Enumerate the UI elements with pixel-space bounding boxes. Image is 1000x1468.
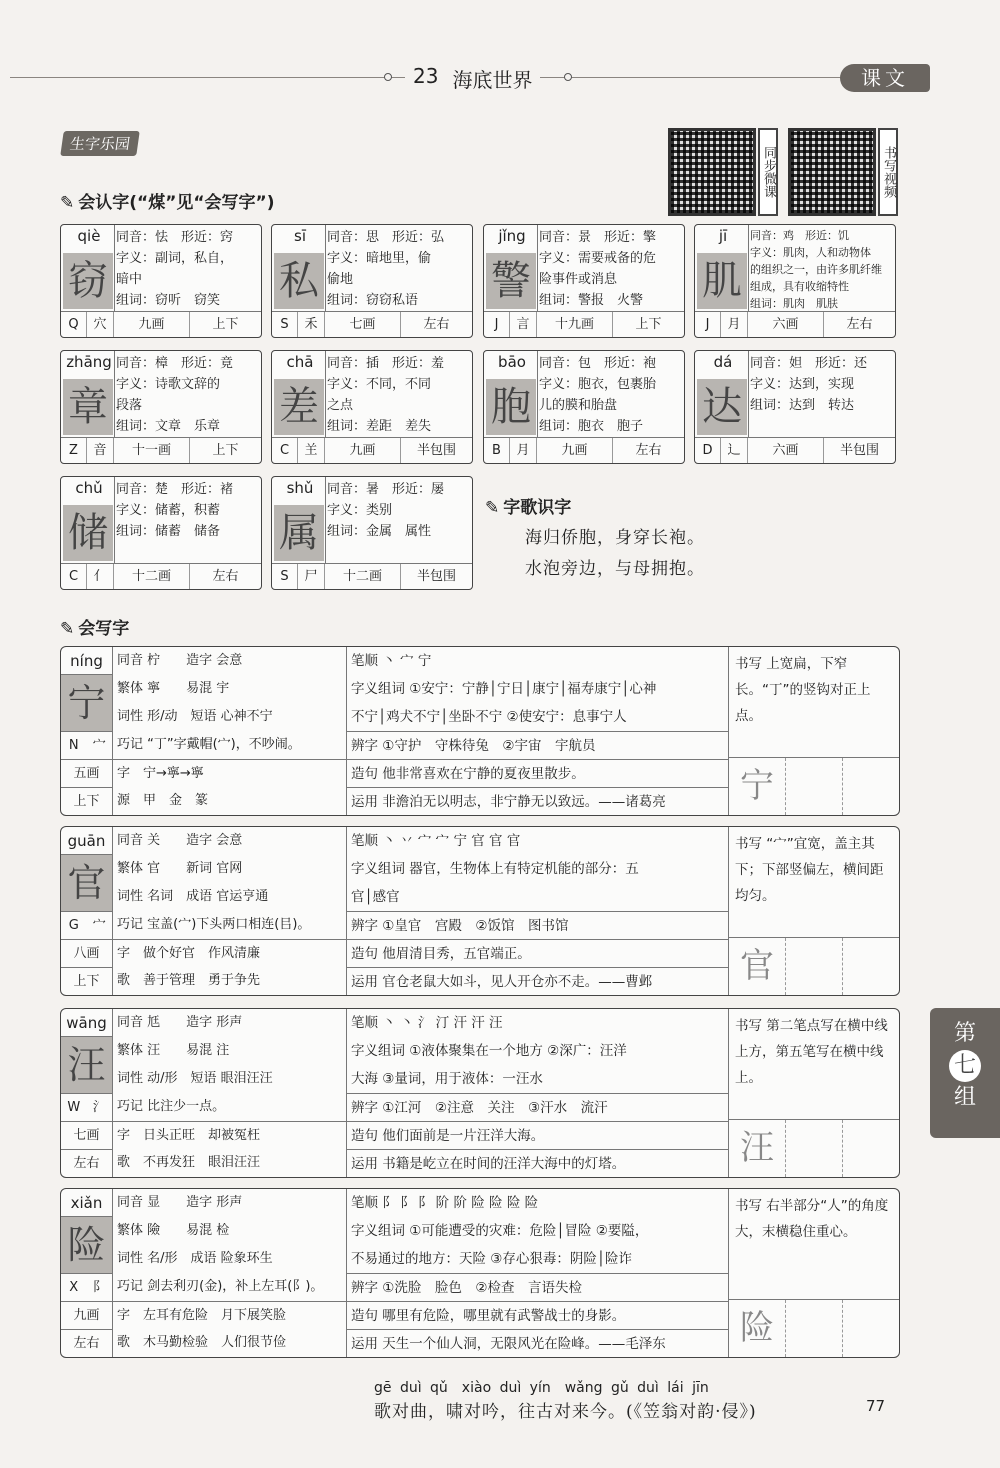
card-footer — [61, 311, 261, 337]
card-letter: C — [61, 564, 87, 589]
grid-cell[interactable] — [786, 938, 843, 995]
card-info — [116, 479, 257, 542]
qr-label-2: 书写视频 — [878, 128, 898, 216]
card-footer — [272, 563, 472, 589]
write-radical: 宀 — [92, 918, 106, 933]
grid-cell[interactable] — [843, 938, 899, 995]
mid-line: 歌 木马勤检验 人们很节俭 — [117, 1335, 287, 1350]
mid-line: 同音 显 造字 形声 — [117, 1195, 243, 1210]
card-structure: 上下 — [212, 443, 239, 458]
card-info-line: 组词：达到 转达 — [750, 398, 855, 413]
section-tab-kewen: 课文 — [840, 64, 930, 92]
card-radical: 月 — [721, 312, 748, 337]
grid-sample-char: 汪 — [729, 1120, 786, 1177]
card-structure: 左右 — [423, 317, 450, 332]
right-line: 笔顺 丶 宀 宁 — [351, 653, 432, 669]
card-info-line: 同音：暑 形近：屡 — [327, 482, 445, 497]
card-radical: 月 — [510, 438, 537, 463]
card-radical: 亻 — [87, 564, 114, 589]
right-line: 字义组词 ①可能遭受的灾难：危险│冒险 ②要隘， — [351, 1223, 649, 1239]
qr-code-1[interactable] — [668, 128, 756, 216]
card-info — [750, 227, 891, 312]
song-title — [485, 493, 571, 518]
card-divider — [325, 351, 326, 437]
mid-line: 巧记 宝盖(宀)下头两口相连(㠯)。 — [117, 917, 311, 932]
grid-sample-char: 险 — [729, 1300, 786, 1357]
recognize-title-text: 会认字(“煤”见“会写字”) — [78, 193, 275, 213]
mid-line: 源 甲 金 篆 — [117, 793, 209, 808]
card-letter: J — [695, 312, 721, 337]
write-tip: 书写 右半部分“人”的角度大，末横稳住重心。 — [735, 1198, 889, 1240]
practice-grid[interactable] — [729, 1299, 899, 1357]
card-info-line: 字义：需要戒备的危 — [539, 251, 657, 266]
write-character: 险 — [61, 1217, 112, 1273]
mid-line: 词性 动/形 短语 眼泪汪汪 — [117, 1071, 273, 1086]
grid-sample-char: 官 — [729, 938, 786, 995]
card-character: 储 — [63, 505, 113, 561]
char-card — [60, 476, 262, 590]
card-info-line: 组词：文章 乐章 — [116, 419, 221, 434]
right-line: 官│感官 — [351, 889, 400, 905]
card-character: 章 — [63, 379, 113, 435]
card-info-line: 字义：肌肉，人和动物体 — [750, 246, 871, 259]
card-letter: D — [695, 438, 721, 463]
write-letter: X — [69, 1280, 79, 1295]
card-pinyin: qiè — [77, 227, 101, 245]
card-info-line: 同音：插 形近：羞 — [327, 356, 445, 371]
card-info-line: 儿的膜和胎盘 — [539, 398, 618, 413]
write-left-col — [61, 647, 113, 815]
card-structure: 半包围 — [839, 443, 879, 458]
card-radical: 辶 — [721, 438, 748, 463]
write-block — [60, 646, 900, 816]
write-pinyin: níng — [61, 647, 112, 675]
right-line: 造句 他眉清目秀，五官端正。 — [347, 939, 728, 967]
card-character: 属 — [274, 505, 324, 561]
char-card — [60, 224, 262, 338]
qr-label-1: 同步微课 — [758, 128, 778, 216]
card-info-line: 字义：诗歌文辞的 — [116, 377, 221, 392]
write-mid-col — [113, 1189, 347, 1357]
write-radical: 阝 — [92, 1280, 106, 1295]
card-structure: 左右 — [635, 443, 662, 458]
char-card — [694, 350, 896, 464]
grid-cell[interactable] — [843, 1300, 899, 1357]
card-divider — [537, 225, 538, 311]
card-structure: 上下 — [212, 317, 239, 332]
write-left-col — [61, 1009, 113, 1177]
mid-line: 繁体 汪 易混 注 — [117, 1043, 230, 1058]
grid-cell[interactable] — [843, 758, 899, 815]
card-footer — [695, 311, 895, 337]
page-number-header: 23 — [413, 64, 439, 88]
card-strokes: 九画 — [325, 438, 401, 463]
right-line: 字义组词 ①安宁：宁静│宁日│康宁│福寿康宁│心神 — [351, 681, 657, 697]
write-letter: W — [67, 1100, 81, 1115]
write-left-col — [61, 827, 113, 995]
card-info — [116, 353, 257, 437]
write-practice — [729, 647, 899, 815]
right-line: 大海 ③量词，用于液体：一汪水 — [351, 1071, 543, 1087]
card-structure: 半包围 — [416, 569, 456, 584]
write-pinyin: guān — [61, 827, 112, 855]
right-line: 笔顺 阝 阝 阝 阶 阶 险 险 险 险 — [351, 1195, 539, 1211]
right-line: 笔顺 丶 丶 氵 汀 汗 汗 汪 — [351, 1015, 503, 1031]
card-info-line: 同音：妲 形近：还 — [750, 356, 868, 371]
char-card — [271, 350, 473, 464]
pen-icon: ✎ — [485, 498, 500, 518]
card-letter: B — [484, 438, 510, 463]
card-info-line: 组成，具有收缩特性 — [750, 280, 849, 293]
song-line-2: 水泡旁边，与母拥抱。 — [525, 559, 705, 579]
mid-line: 字 宁→寧→寧 — [113, 759, 346, 787]
mid-line: 繁体 寧 易混 宇 — [117, 681, 230, 696]
char-card — [694, 224, 896, 338]
card-character: 胞 — [486, 379, 536, 435]
mid-line: 巧记 剑去利刃(金)，补上左耳(阝)。 — [117, 1279, 324, 1294]
card-info-line: 偷地 — [327, 272, 354, 287]
card-pinyin: jǐng — [498, 227, 526, 245]
grid-cell[interactable] — [786, 1120, 843, 1177]
write-tip: 书写 “宀”宜宽，盖主其下；下部竖偏左，横间距均匀。 — [735, 836, 884, 904]
card-divider — [325, 477, 326, 563]
card-divider — [114, 477, 115, 563]
header-dot-right — [564, 73, 572, 81]
card-divider — [748, 351, 749, 437]
card-pinyin: bāo — [498, 353, 526, 371]
card-info-line: 的组织之一，由许多肌纤维 — [750, 263, 882, 276]
card-letter: C — [272, 438, 298, 463]
card-info-line: 组词：窃窃私语 — [327, 293, 419, 308]
mid-line: 字 做个好官 作风清廉 — [113, 939, 346, 967]
write-title-text: 会写字 — [78, 619, 130, 639]
right-line: 辨字 ①皇官 宫殿 ②饭馆 图书馆 — [347, 911, 728, 939]
mid-line: 同音 关 造字 会意 — [117, 833, 243, 848]
write-radical: 宀 — [92, 738, 106, 753]
card-letter: S — [272, 564, 298, 589]
card-radical: 穴 — [87, 312, 114, 337]
write-structure: 左右 — [61, 1329, 112, 1357]
card-pinyin: dá — [713, 353, 733, 371]
write-mid-col — [113, 647, 347, 815]
right-line: 字义组词 ①液体聚集在一个地方 ②深广：汪洋 — [351, 1043, 627, 1059]
card-structure: 半包围 — [416, 443, 456, 458]
write-right-col — [347, 1189, 729, 1357]
card-info-line: 险事件或消息 — [539, 272, 618, 287]
card-info-line: 同音：樟 形近：竟 — [116, 356, 234, 371]
write-character: 官 — [61, 855, 112, 911]
mid-line: 词性 名词 成语 官运亨通 — [117, 889, 269, 904]
card-letter: S — [272, 312, 298, 337]
write-character: 汪 — [61, 1037, 112, 1093]
card-divider — [114, 351, 115, 437]
write-left-col — [61, 1189, 113, 1357]
write-structure: 上下 — [61, 787, 112, 815]
card-strokes: 十二画 — [114, 564, 190, 589]
card-character: 肌 — [697, 253, 747, 309]
write-mid-col — [113, 1009, 347, 1177]
write-title — [60, 614, 129, 639]
mid-line: 同音 柠 造字 会意 — [117, 653, 243, 668]
right-line: 笔顺 丶 丷 宀 宀 宁 官 官 官 — [351, 833, 521, 849]
write-block — [60, 1008, 900, 1178]
card-letter: Q — [61, 312, 87, 337]
write-strokes: 五画 — [61, 759, 112, 787]
write-practice — [729, 1189, 899, 1357]
grid-cell[interactable] — [786, 758, 843, 815]
card-info-line: 组词：差距 差失 — [327, 419, 432, 434]
write-character: 宁 — [61, 675, 112, 731]
card-info-line: 组词：储蓄 储备 — [116, 524, 221, 539]
card-radical: 言 — [510, 312, 537, 337]
mid-line: 巧记 比注少一点。 — [117, 1099, 226, 1114]
practice-grid[interactable] — [729, 1119, 899, 1177]
mid-line: 同音 尪 造字 形声 — [117, 1015, 243, 1030]
card-info — [327, 227, 468, 311]
card-info-line: 组词：肌肉 肌肤 — [750, 297, 838, 310]
mid-line: 繁体 官 新词 官网 — [117, 861, 243, 876]
grid-cell[interactable] — [786, 1300, 843, 1357]
header-dot-left — [384, 73, 392, 81]
write-pinyin: xiǎn — [61, 1189, 112, 1217]
card-info — [750, 353, 891, 416]
card-character: 差 — [274, 379, 324, 435]
char-card — [271, 476, 473, 590]
card-info — [116, 227, 257, 311]
card-strokes: 十一画 — [114, 438, 190, 463]
card-radical: 尸 — [298, 564, 325, 589]
write-strokes: 七画 — [61, 1121, 112, 1149]
right-line: 辨字 ①洗脸 脸色 ②检查 言语失检 — [347, 1273, 728, 1301]
mid-line: 歌 不再发狂 眼泪汪汪 — [117, 1155, 261, 1170]
card-strokes: 十九画 — [537, 312, 613, 337]
card-info-line: 组词：窃听 窃笑 — [116, 293, 221, 308]
card-structure: 上下 — [635, 317, 662, 332]
right-line: 造句 哪里有危险，哪里就有武警战士的身影。 — [347, 1301, 728, 1329]
card-pinyin: shǔ — [286, 479, 314, 497]
right-line: 字义组词 器官，生物体上有特定机能的部分：五 — [351, 861, 639, 877]
right-line: 运用 非澹泊无以明志，非宁静无以致远。——诸葛亮 — [347, 787, 728, 815]
card-structure: 左右 — [212, 569, 239, 584]
header-title — [405, 64, 540, 93]
card-info — [539, 227, 680, 311]
card-info-line: 同音：楚 形近：褚 — [116, 482, 234, 497]
right-line: 辨字 ①守护 守株待兔 ②宇宙 宇航员 — [347, 731, 728, 759]
card-info-line: 字义：胞衣，包裹胎 — [539, 377, 657, 392]
card-strokes: 九画 — [537, 438, 613, 463]
side-tab-group — [930, 1008, 1000, 1138]
card-info — [327, 479, 468, 542]
write-right-col — [347, 647, 729, 815]
write-tip: 书写 上宽扁，下窄长。“丁”的竖钩对正上点。 — [735, 656, 871, 724]
right-line: 运用 天生一个仙人洞，无限风光在险峰。——毛泽东 — [347, 1329, 728, 1357]
side-tab-bottom: 组 — [953, 1085, 976, 1110]
card-footer — [484, 437, 684, 463]
right-line: 辨字 ①江河 ②注意 关注 ③汗水 流汗 — [347, 1093, 728, 1121]
card-divider — [114, 225, 115, 311]
card-strokes: 七画 — [325, 312, 401, 337]
pen-icon: ✎ — [60, 619, 75, 639]
card-info-line: 字义：类别 — [327, 503, 393, 518]
char-card — [483, 350, 685, 464]
card-structure: 左右 — [846, 317, 873, 332]
write-structure: 左右 — [61, 1149, 112, 1177]
write-practice — [729, 1009, 899, 1177]
card-letter: Z — [61, 438, 87, 463]
write-block — [60, 1188, 900, 1358]
recognize-title — [60, 188, 274, 213]
section-badge: 生字乐园 — [60, 131, 140, 156]
write-tip: 书写 第二笔点写在横中线上方，第五笔写在横中线上。 — [735, 1018, 888, 1086]
card-info-line: 字义：副词，私自， — [116, 251, 234, 266]
card-info-line: 字义：储蓄，积蓄 — [116, 503, 221, 518]
card-info-line: 组词：警报 火警 — [539, 293, 644, 308]
card-character: 警 — [486, 253, 536, 309]
card-footer — [61, 437, 261, 463]
card-info-line: 组词：胞衣 胞子 — [539, 419, 644, 434]
write-strokes: 九画 — [61, 1301, 112, 1329]
write-pinyin: wāng — [61, 1009, 112, 1037]
mid-line: 词性 名/形 成语 险象环生 — [117, 1251, 273, 1266]
side-tab-num: 七 — [949, 1050, 981, 1082]
write-strokes: 八画 — [61, 939, 112, 967]
card-divider — [537, 351, 538, 437]
song-line-1: 海归侨胞，身穿长袍。 — [525, 528, 705, 548]
grid-sample-char: 宁 — [729, 758, 786, 815]
card-footer — [484, 311, 684, 337]
footer-pinyin: gē duì qǔ xiào duì yín wǎng gǔ duì lái jīn — [374, 1380, 709, 1396]
write-radical: 氵 — [92, 1100, 106, 1115]
write-letter: G — [68, 918, 79, 933]
card-info-line: 组词：金属 属性 — [327, 524, 432, 539]
card-radical: 禾 — [298, 312, 325, 337]
mid-line: 字 日头正旺 却被冤枉 — [113, 1121, 346, 1149]
card-character: 窃 — [63, 253, 113, 309]
card-strokes: 九画 — [114, 312, 190, 337]
page-number: 77 — [866, 1397, 886, 1415]
right-line: 运用 书籍是屹立在时间的汪洋大海中的灯塔。 — [347, 1149, 728, 1177]
char-card — [483, 224, 685, 338]
card-info-line: 字义：达到，实现 — [750, 377, 855, 392]
card-radical: 音 — [87, 438, 114, 463]
card-info-line: 同音：思 形近：弘 — [327, 230, 445, 245]
grid-cell[interactable] — [843, 1120, 899, 1177]
card-info-line: 段落 — [116, 398, 143, 413]
write-letter: N — [68, 738, 79, 753]
char-card — [271, 224, 473, 338]
practice-grid[interactable] — [729, 937, 899, 995]
card-pinyin: sī — [294, 227, 306, 245]
card-pinyin: chā — [286, 353, 314, 371]
right-line: 不易通过的地方：天险 ③存心狠毒：阴险│险诈 — [351, 1251, 633, 1267]
write-mid-col — [113, 827, 347, 995]
mid-line: 词性 形/动 短语 心神不宁 — [117, 709, 273, 724]
right-line: 运用 官仓老鼠大如斗，见人开仓亦不走。——曹邺 — [347, 967, 728, 995]
practice-grid[interactable] — [729, 757, 899, 815]
card-pinyin: chǔ — [75, 479, 103, 497]
footer-verse: 歌对曲，啸对吟，往古对来今。(《笠翁对韵·侵》) — [374, 1402, 757, 1422]
card-footer — [272, 311, 472, 337]
right-line: 不宁│鸡犬不宁│坐卧不宁 ②使安宁：息事宁人 — [351, 709, 627, 725]
mid-line: 繁体 險 易混 检 — [117, 1223, 230, 1238]
right-line: 造句 他非常喜欢在宁静的夏夜里散步。 — [347, 759, 728, 787]
char-card — [60, 350, 262, 464]
write-right-col — [347, 827, 729, 995]
pen-icon: ✎ — [60, 193, 75, 213]
write-block — [60, 826, 900, 996]
card-pinyin: jī — [718, 227, 728, 245]
write-practice — [729, 827, 899, 995]
card-strokes: 六画 — [748, 312, 824, 337]
qr-code-2[interactable] — [788, 128, 876, 216]
right-line: 造句 他们面前是一片汪洋大海。 — [347, 1121, 728, 1149]
card-footer — [61, 563, 261, 589]
card-info-line: 字义：不同，不同 — [327, 377, 432, 392]
song-title-text: 字歌识字 — [503, 498, 572, 518]
card-character: 达 — [697, 379, 747, 435]
mid-line: 歌 善于管理 勇于争先 — [117, 973, 261, 988]
card-info — [327, 353, 468, 437]
card-info-line: 同音：怯 形近：窍 — [116, 230, 234, 245]
card-radical: 𦍌 — [298, 438, 325, 463]
card-pinyin: zhāng — [66, 353, 112, 371]
card-info-line: 之点 — [327, 398, 354, 413]
card-info-line: 同音：包 形近：袍 — [539, 356, 657, 371]
card-letter: J — [484, 312, 510, 337]
card-info-line: 同音：景 形近：擎 — [539, 230, 657, 245]
card-info-line: 同音：鸡 形近：饥 — [750, 229, 849, 242]
card-footer — [272, 437, 472, 463]
mid-line: 字 左耳有危险 月下展笑脸 — [113, 1301, 346, 1329]
card-character: 私 — [274, 253, 324, 309]
card-info — [539, 353, 680, 437]
write-structure: 上下 — [61, 967, 112, 995]
card-info-line: 字义：暗地里，偷 — [327, 251, 432, 266]
card-divider — [325, 225, 326, 311]
card-footer — [695, 437, 895, 463]
side-tab-top: 第 — [953, 1021, 976, 1046]
card-strokes: 十二画 — [325, 564, 401, 589]
card-strokes: 六画 — [748, 438, 824, 463]
mid-line: 巧记 “丁”字戴帽(宀)，不吵闹。 — [117, 737, 301, 752]
card-divider — [748, 225, 749, 311]
lesson-title: 海底世界 — [452, 68, 533, 92]
write-right-col — [347, 1009, 729, 1177]
card-info-line: 暗中 — [116, 272, 143, 287]
